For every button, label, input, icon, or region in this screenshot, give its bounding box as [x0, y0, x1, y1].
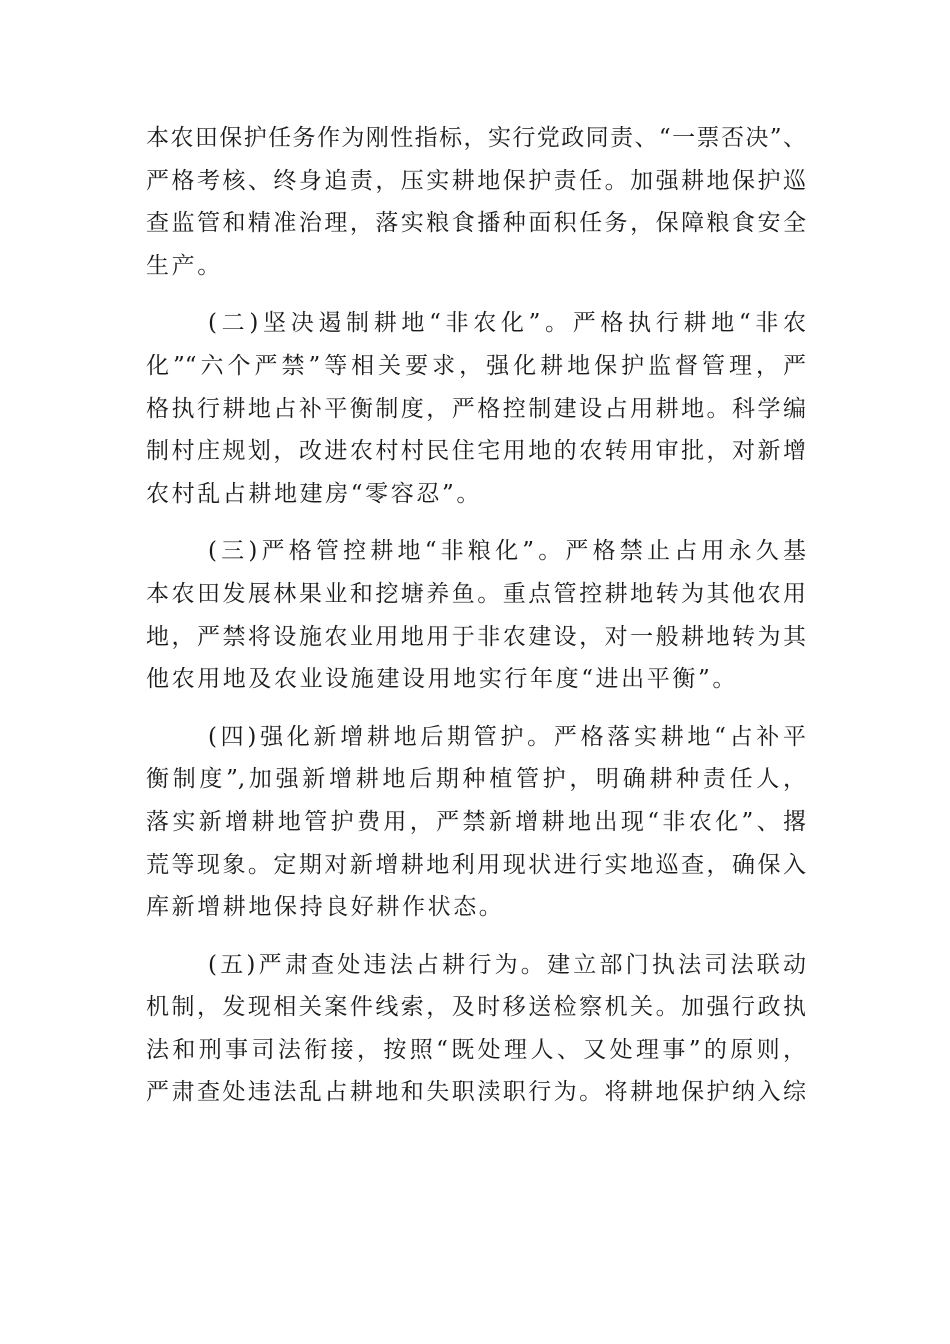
paragraph-line: 机制，发现相关案件线索，及时移送检察机关。加强行政执	[146, 994, 806, 1021]
paragraph-3	[146, 530, 806, 700]
paragraph-line: 生产。	[146, 252, 223, 279]
paragraph-line: 库新增耕地保持良好耕作状态。	[146, 894, 505, 921]
paragraph-line: 法和刑事司法衔接，按照“既处理人、又处理事”的原则，	[146, 1036, 806, 1063]
paragraph-line: 他农用地及农业设施建设用地实行年度“进出平衡”。	[146, 666, 738, 693]
paragraph-heading-line: (三)严格管控耕地“非粮化”。严格禁止占用永久基	[208, 538, 806, 565]
paragraph-line: 荒等现象。定期对新增耕地利用现状进行实地巡查，确保入	[146, 851, 806, 878]
paragraph-line: 查监管和精准治理，落实粮食播种面积任务，保障粮食安全	[146, 210, 806, 237]
paragraph-line: 化”“六个严禁”等相关要求，强化耕地保护监督管理，严	[146, 352, 806, 379]
paragraph-line: 农村乱占耕地建房“零容忍”。	[146, 480, 482, 507]
paragraph-4	[146, 716, 806, 929]
paragraph-heading-line: (四)强化新增耕地后期管护。严格落实耕地“占补平	[208, 723, 806, 750]
paragraph-line: 严格考核、终身追责，压实耕地保护责任。加强耕地保护巡	[146, 167, 806, 194]
paragraph-heading-line: (二)坚决遏制耕地“非农化”。严格执行耕地“非农	[208, 310, 806, 337]
paragraph-2	[146, 302, 806, 515]
paragraph-1	[146, 117, 806, 287]
paragraph-line: 本农田保护任务作为刚性指标，实行党政同责、“一票否决”、	[146, 125, 806, 151]
paragraph-line: 制村庄规划，改进农村村民住宅用地的农转用审批，对新增	[146, 438, 806, 465]
paragraph-line: 本农田发展林果业和挖塘养鱼。重点管控耕地转为其他农用	[146, 580, 806, 607]
document-body	[146, 117, 806, 1114]
paragraph-line: 严肃查处违法乱占耕地和失职渎职行为。将耕地保护纳入综	[146, 1079, 806, 1106]
paragraph-line: 衡制度”,加强新增耕地后期种植管护，明确耕种责任人，	[146, 766, 806, 793]
paragraph-line: 格执行耕地占补平衡制度，严格控制建设占用耕地。科学编	[146, 395, 806, 422]
paragraph-line: 落实新增耕地管护费用，严禁新增耕地出现“非农化”、撂	[146, 808, 806, 835]
paragraph-line: 地，严禁将设施农业用地用于非农建设，对一般耕地转为其	[146, 623, 806, 650]
paragraph-heading-line: (五)严肃查处违法占耕行为。建立部门执法司法联动	[208, 951, 806, 978]
paragraph-5	[146, 944, 806, 1114]
